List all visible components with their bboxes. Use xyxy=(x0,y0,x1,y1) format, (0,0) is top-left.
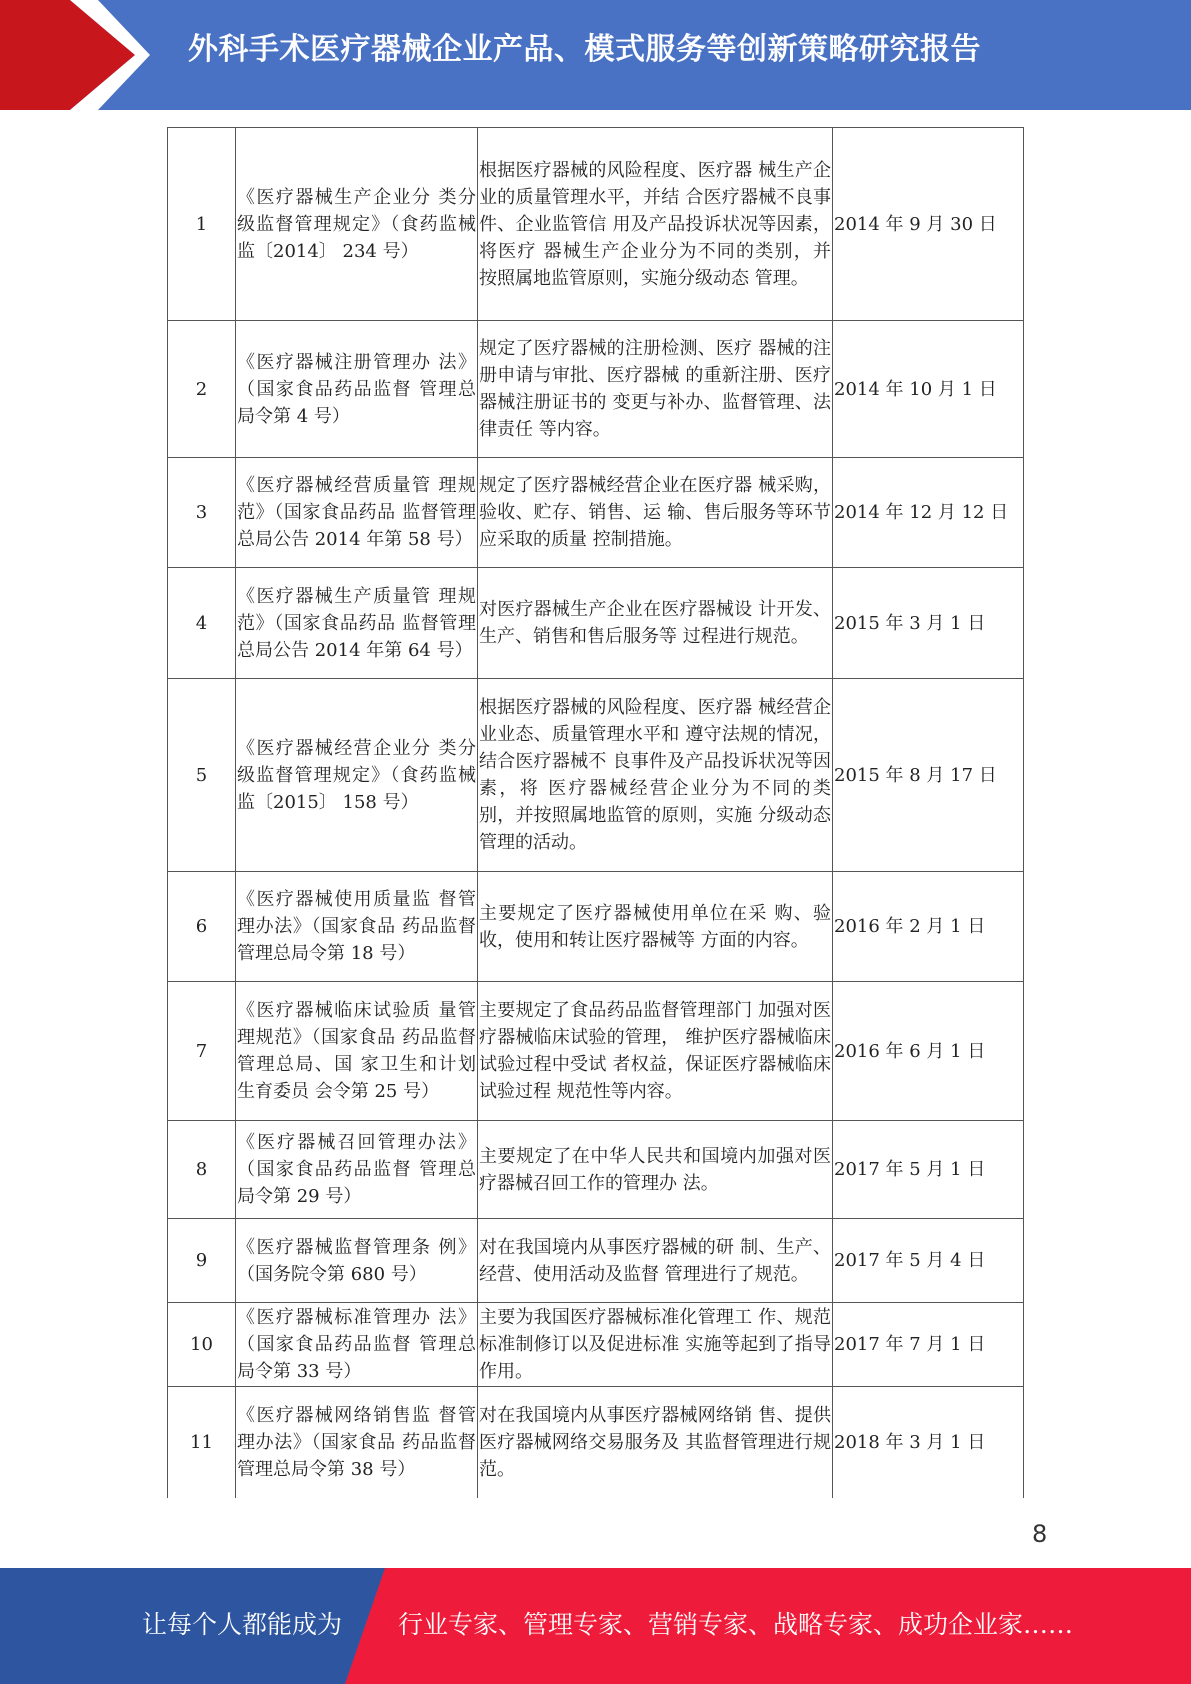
row-number: 6 xyxy=(168,872,236,982)
table-row xyxy=(168,679,1024,872)
table-row xyxy=(168,1303,1024,1387)
row-number: 8 xyxy=(168,1121,236,1219)
row-number: 4 xyxy=(168,568,236,679)
row-number: 10 xyxy=(168,1303,236,1387)
effective-date: 2017 年 7 月 1 日 xyxy=(833,1303,1024,1387)
table-row xyxy=(168,1121,1024,1219)
regulation-description: 对在我国境内从事医疗器械网络销 售、提供医疗器械网络交易服务及 其监督管理进行规范。 xyxy=(478,1387,833,1498)
table-row xyxy=(168,568,1024,679)
effective-date: 2015 年 8 月 17 日 xyxy=(833,679,1024,872)
regulations-table xyxy=(167,127,1024,1498)
regulation-description: 对医疗器械生产企业在医疗器械设 计开发、生产、销售和售后服务等 过程进行规范。 xyxy=(478,568,833,679)
regulation-description: 主要规定了在中华人民共和国境内加强对医疗器械召回工作的管理办 法。 xyxy=(478,1121,833,1219)
regulation-name: 《医疗器械使用质量监 督管理办法》（国家食品 药品监督管理总局令第 18 号） xyxy=(236,872,478,982)
table-row xyxy=(168,458,1024,568)
table-row xyxy=(168,1387,1024,1498)
row-number: 1 xyxy=(168,128,236,321)
regulation-name: 《医疗器械临床试验质 量管理规范》（国家食品 药品监督管理总局、国 家卫生和计划生育委员 会令第 25 号） xyxy=(236,982,478,1121)
row-number: 3 xyxy=(168,458,236,568)
regulation-name: 《医疗器械召回管理办法》（国家食品药品监督 管理总局令第 29 号） xyxy=(236,1121,478,1219)
table-row xyxy=(168,982,1024,1121)
row-number: 5 xyxy=(168,679,236,872)
row-number: 11 xyxy=(168,1387,236,1498)
regulation-description: 规定了医疗器械的注册检测、医疗 器械的注册申请与审批、医疗器械 的重新注册、医疗器械注册证书的 变更与补办、监督管理、法律责任 等内容。 xyxy=(478,321,833,458)
regulation-description: 根据医疗器械的风险程度、医疗器 械经营企业业态、质量管理水平和 遵守法规的情况，结合医疗器械不 良事件及产品投诉状况等因素，将 医疗器械经营企业分为不同的类 别，并按照属地监管的原则，实施 分级动态管理的活动。 xyxy=(478,679,833,872)
effective-date: 2015 年 3 月 1 日 xyxy=(833,568,1024,679)
regulation-description: 主要规定了食品药品监督管理部门 加强对医疗器械临床试验的管理， 维护医疗器械临床试验过程中受试 者权益，保证医疗器械临床试验过程 规范性等内容。 xyxy=(478,982,833,1121)
footer-banner xyxy=(0,1568,1191,1684)
header-banner xyxy=(0,0,1191,110)
table-row xyxy=(168,321,1024,458)
row-number: 2 xyxy=(168,321,236,458)
table-row xyxy=(168,1219,1024,1303)
effective-date: 2014 年 9 月 30 日 xyxy=(833,128,1024,321)
effective-date: 2016 年 2 月 1 日 xyxy=(833,872,1024,982)
regulation-name: 《医疗器械网络销售监 督管理办法》（国家食品 药品监督管理总局令第 38 号） xyxy=(236,1387,478,1498)
effective-date: 2014 年 10 月 1 日 xyxy=(833,321,1024,458)
regulation-description: 主要为我国医疗器械标准化管理工 作、规范标准制修订以及促进标准 实施等起到了指导作用。 xyxy=(478,1303,833,1387)
effective-date: 2014 年 12 月 12 日 xyxy=(833,458,1024,568)
effective-date: 2016 年 6 月 1 日 xyxy=(833,982,1024,1121)
regulation-name: 《医疗器械标准管理办 法》（国家食品药品监督 管理总局令第 33 号） xyxy=(236,1303,478,1387)
effective-date: 2017 年 5 月 1 日 xyxy=(833,1121,1024,1219)
footer-slogan-left: 让每个人都能成为 xyxy=(142,1610,343,1639)
regulation-description: 主要规定了医疗器械使用单位在采 购、验收，使用和转让医疗器械等 方面的内容。 xyxy=(478,872,833,982)
footer-slogan-right: 行业专家、管理专家、营销专家、战略专家、成功企业家…… xyxy=(398,1610,1074,1639)
regulation-description: 规定了医疗器械经营企业在医疗器 械采购，验收、贮存、销售、运 输、售后服务等环节应采取的质量 控制措施。 xyxy=(478,458,833,568)
effective-date: 2017 年 5 月 4 日 xyxy=(833,1219,1024,1303)
regulation-name: 《医疗器械生产质量管 理规范》（国家食品药品 监督管理总局公告 2014 年第 64 号） xyxy=(236,568,478,679)
report-title: 外科手术医疗器械企业产品、模式服务等创新策略研究报告 xyxy=(188,32,981,67)
regulation-description: 对在我国境内从事医疗器械的研 制、生产、经营、使用活动及监督 管理进行了规范。 xyxy=(478,1219,833,1303)
row-number: 9 xyxy=(168,1219,236,1303)
regulation-name: 《医疗器械生产企业分 类分级监督管理规定》（食药监械监〔2014〕 234 号） xyxy=(236,128,478,321)
regulation-name: 《医疗器械经营企业分 类分级监督管理规定》（食药监械监〔2015〕 158 号） xyxy=(236,679,478,872)
regulation-description: 根据医疗器械的风险程度、医疗器 械生产企业的质量管理水平，并结 合医疗器械不良事件、企业监管信 用及产品投诉状况等因素，将医疗 器械生产企业分为不同的类别，并 按照属地监管原则，实施分级动态 管理。 xyxy=(478,128,833,321)
table-row xyxy=(168,128,1024,321)
row-number: 7 xyxy=(168,982,236,1121)
regulation-name: 《医疗器械注册管理办 法》（国家食品药品监督 管理总局令第 4 号） xyxy=(236,321,478,458)
page-number: 8 xyxy=(1032,1520,1048,1548)
table-row xyxy=(168,872,1024,982)
regulation-name: 《医疗器械经营质量管 理规范》（国家食品药品 监督管理总局公告 2014 年第 58 号） xyxy=(236,458,478,568)
regulation-name: 《医疗器械监督管理条 例》（国务院令第 680 号） xyxy=(236,1219,478,1303)
effective-date: 2018 年 3 月 1 日 xyxy=(833,1387,1024,1498)
